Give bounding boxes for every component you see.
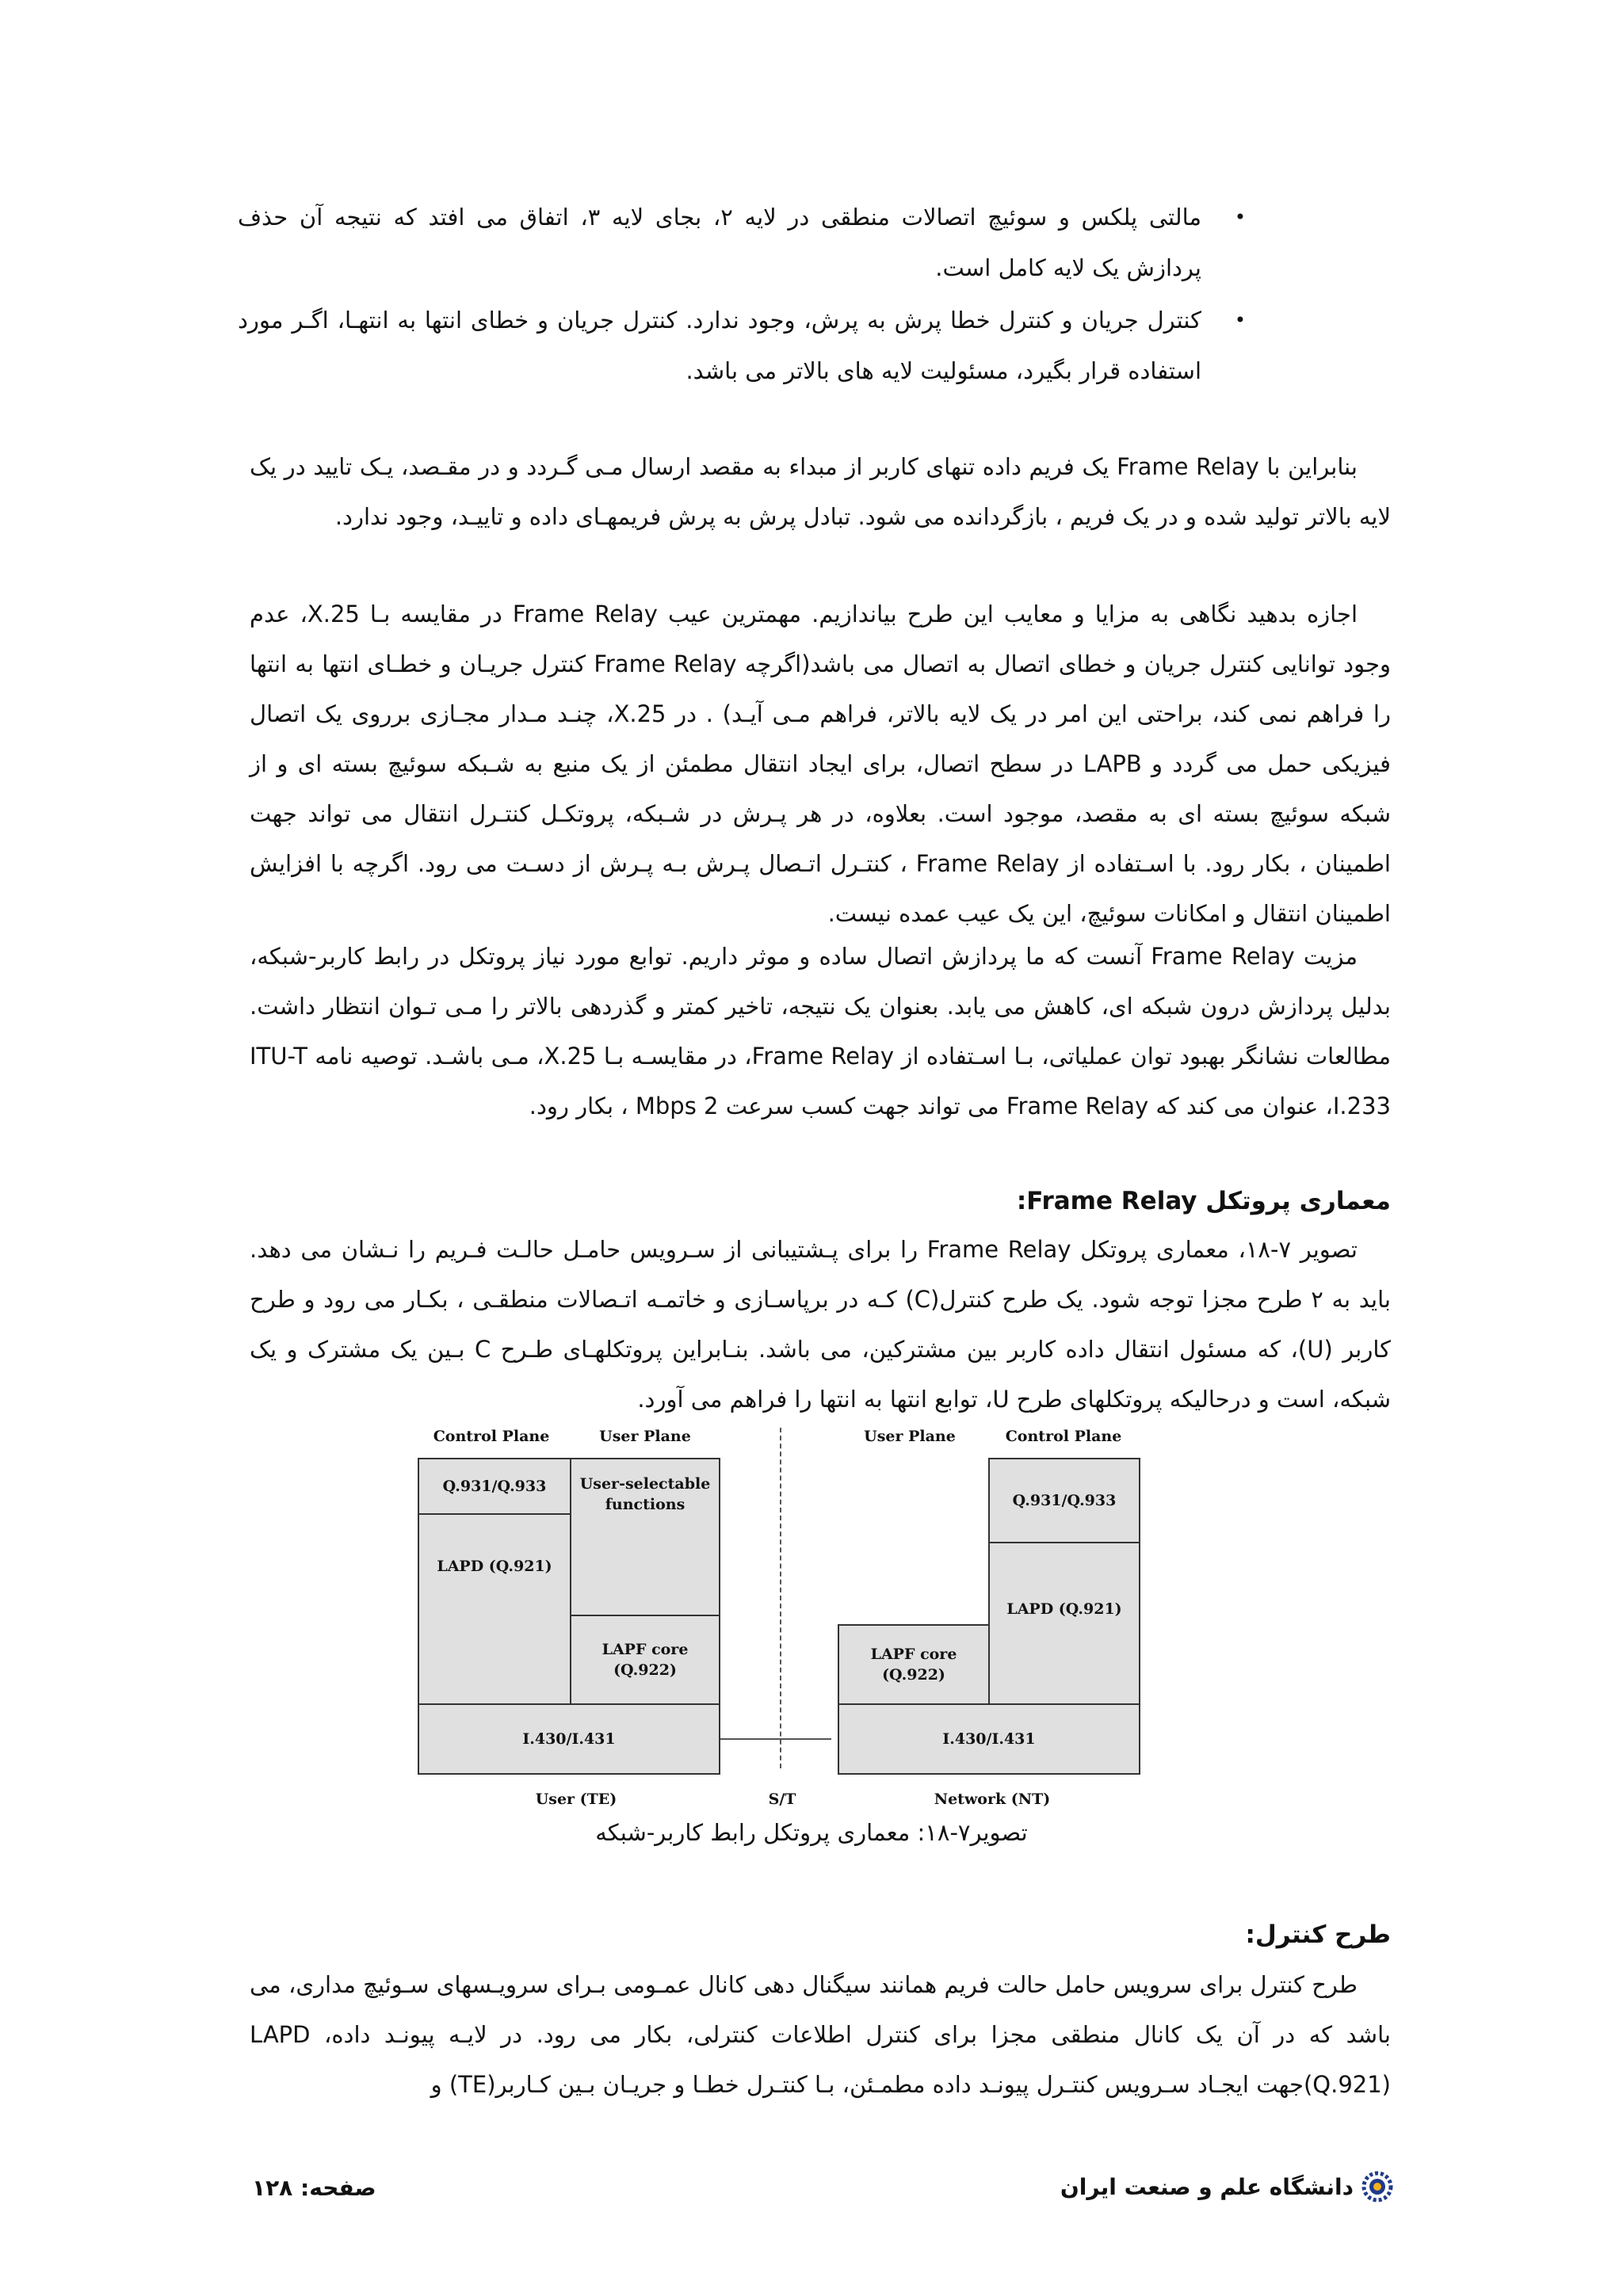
paragraph-advantages [250,589,1391,939]
page-number: صفحه: ۱۲۸ [252,2175,376,2201]
box-lapf-right: LAPF core (Q.922) [838,1624,990,1705]
university-name: دانشگاه علم و صنعت ایران [1060,2173,1354,2200]
label-left-control-plane: Control Plane [433,1428,550,1445]
bullet-dot: • [1234,309,1246,331]
figure-caption: تصویر۷-۱۸: معماری پروتکل رابط کاربر-شبکه [595,1819,1028,1846]
bullet-text: مالتی پلکس و سوئیچ اتصالات منطقی در لایه ۲، بجای لایه ۳، اتفاق می افتد که نتیجه آن حذف پردازش یک لایه کامل است. [238,204,1202,281]
label-network-nt: Network (NT) [934,1791,1051,1808]
paragraph-architecture [250,1225,1391,1425]
label-right-user-plane: User Plane [864,1428,956,1445]
section-heading-control: طرح کنترل: [1245,1920,1391,1949]
box-i430-right: I.430/I.431 [838,1703,1140,1775]
label-st: S/T [768,1791,796,1808]
bullet-dot: • [1234,206,1246,228]
label-user-te: User (TE) [535,1791,617,1808]
label-right-control-plane: Control Plane [1005,1428,1122,1445]
box-q931-right: Q.931/Q.933 [988,1458,1140,1543]
paragraph-text: اجازه بدهید نگاهی به مزایا و معایب این طرح بیاندازیم. مهمترین عیب Frame Relay در مقایسه بـا X.25، عدم وجود توانایی کنترل جریان و خطای اتصال به اتصال می باشد(اگرچه Frame Relay کنترل جریـان و خطـای انتها به انتها را فراهم نمی کند، براحتی این امر در یک لایه بالاتر، فراهم مـی آیـد) . در X.25، چنـد مـدار مجـازی برروی یک اتصال فیزیکی حمل می گردد و LAPB در سطح اتصال، برای ایجاد انتقال مطمئن از یک منبع به شـبکه سوئیچ بسته ای و از شبکه سوئیچ بسته ای به مقصد، موجود است. بعلاوه، در هر پـرش در شـبکه، پروتکـل کنتـرل انتقال می تواند جهت اطمینان ، بکار رود. با اسـتفاده از Frame Relay ، کنتـرل اتـصال پـرش بـه پـرش از دسـت می رود. اگرچه با افزایش اطمینان انتقال و امکانات سوئیچ، این یک عیب عمده نیست. [250,601,1391,927]
physical-link-line [720,1738,831,1740]
list-item [238,295,1260,396]
protocol-architecture-diagram [414,1428,1143,1816]
paragraph-text: تصویر ۷-۱۸، معماری پروتکل Frame Relay را برای پـشتیبانی از سـرویس حامـل حالـت فـریم را نـشان می دهد. باید به ۲ طرح مجزا توجه شود. یک طرح کنترل(C) کـه در برپاسـازی و خاتمـه اتـصالات منطقـی ، بکـار می رود و طرح کاربر (U)، که مسئول انتقال داده کاربر بین مشترکین، می باشد. بنـابراین پروتکلهـای طـرح C بـین یک مشترک و یک شبکه، است و درحالیکه پروتکلهای طرح U، توابع انتها به انتها را فراهم می آورد. [250,1236,1391,1413]
paragraph-text: طرح کنترل برای سرویس حامل حالت فریم همانند سیگنال دهی کانال عمـومی بـرای سرویـسهای سـوئیچ مداری، می باشد که در آن یک کانال منطقی مجزا برای کنترل اطلاعات کنترلی، بکار می رود. در لایـه پیونـد داده، LAPD (Q.921)جهت ایجـاد سـرویس کنتـرل پیونـد داده مطمـئن، بـا کنتـرل خطـا و جریـان بـین کـاربر(TE) و [250,1971,1391,2098]
paragraph-benefit [250,932,1391,1131]
footer-university [1060,2171,1393,2203]
box-lapd-left: LAPD (Q.921) [418,1513,571,1705]
paragraph-summary [250,442,1391,542]
paragraph-text: مزیت Frame Relay آنست که ما پردازش اتصال ساده و موثر داریم. توابع مورد نیاز پروتکل در رابط کاربر-شبکه، بدلیل پردازش درون شبکه ای، کاهش می یابد. بعنوان یک نتیجه، تاخیر کمتر و گذردهی بالاتر را مـی تـوان انتظار داشت. مطالعات نشانگر بهبود توان عملیاتی، بـا اسـتفاده از Frame Relay، در مقایسـه بـا X.25، مـی باشـد. توصیه نامه ITU-T I.233، عنوان می کند که Frame Relay می تواند جهت کسب سرعت 2 Mbps ، بکار رود. [250,943,1391,1119]
section-heading-architecture: معماری پروتکل Frame Relay: [1016,1187,1391,1215]
bullet-list [238,192,1260,396]
paragraph-text: بنابراین با Frame Relay یک فریم داده تنهای کاربر از مبداء به مقصد ارسال مـی گـردد و در مقـصد، یـک تایید در یک لایه بالاتر تولید شده و در یک فریم ، بازگردانده می شود. تبادل پرش به پرش فریمهـای داده و تاییـد، وجود ندارد. [250,453,1391,530]
box-i430-left: I.430/I.431 [418,1703,720,1775]
university-logo-icon [1361,2171,1393,2203]
box-user-selectable: User-selectable functions [570,1458,720,1616]
interface-divider [780,1428,781,1768]
paragraph-control [250,1960,1391,2110]
list-item [238,192,1260,293]
bullet-text: کنترل جریان و کنترل خطا پرش به پرش، وجود ندارد. کنترل جریان و خطای انتها به انتهـا، اگـر مورد استفاده قرار بگیرد، مسئولیت لایه های بالاتر می باشد. [238,307,1201,384]
box-lapf-left: LAPF core (Q.922) [570,1615,720,1705]
box-lapd-right: LAPD (Q.921) [988,1542,1140,1705]
label-left-user-plane: User Plane [599,1428,691,1445]
box-q931-left: Q.931/Q.933 [418,1458,571,1515]
